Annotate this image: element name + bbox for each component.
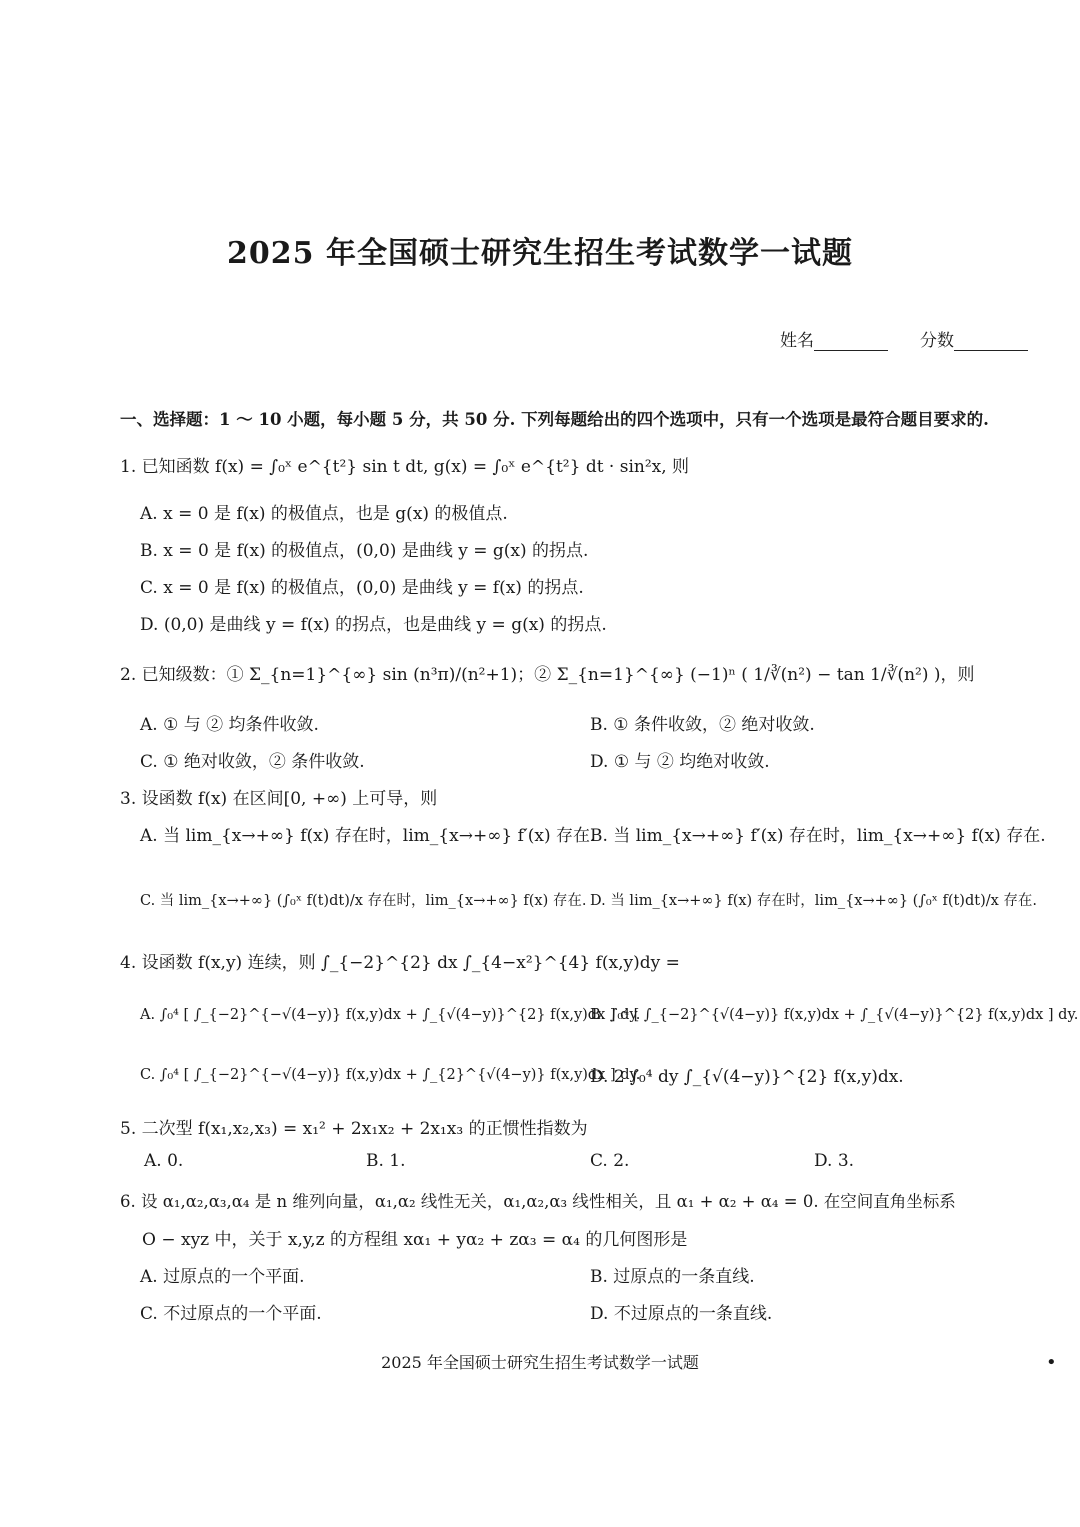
question-5-option-b[interactable]: B. 1. xyxy=(366,1151,406,1171)
score-blank[interactable] xyxy=(954,334,1028,351)
question-3-option-b[interactable]: B. 当 lim_{x→+∞} f′(x) 存在时，lim_{x→+∞} f(x) 存在. xyxy=(590,826,1046,846)
question-3-option-a[interactable]: A. 当 lim_{x→+∞} f(x) 存在时，lim_{x→+∞} f′(x) 存在. xyxy=(140,826,596,846)
score-field[interactable] xyxy=(920,326,1028,351)
page-footer: 2025 年全国硕士研究生招生考试数学一试题 xyxy=(381,1353,699,1372)
question-4-stem: 4. 设函数 f(x,y) 连续，则 ∫_{−2}^{2} dx ∫_{4−x²}^{4} f(x,y)dy = xyxy=(120,953,680,973)
question-6-stem: 6. 设 α₁,α₂,α₃,α₄ 是 n 维列向量，α₁,α₂ 线性无关，α₁,α₂,α₃ 线性相关，且 α₁ + α₂ + α₄ = 0. 在空间直角坐标系 xyxy=(120,1192,956,1211)
question-1-option-b[interactable]: B. x = 0 是 f(x) 的极值点，(0,0) 是曲线 y = g(x) 的拐点. xyxy=(140,541,589,561)
question-2-option-a[interactable]: A. ① 与 ② 均条件收敛. xyxy=(140,715,319,735)
page-title: 2025 年全国硕士研究生招生考试数学一试题 xyxy=(227,236,853,271)
question-4-option-c[interactable]: C. ∫₀⁴ [ ∫_{−2}^{−√(4−y)} f(x,y)dx + ∫_{2}^{√(4−y)} f(x,y)dx ] dy. xyxy=(140,1067,641,1083)
question-2-option-b[interactable]: B. ① 条件收敛，② 绝对收敛. xyxy=(590,715,815,735)
question-3-stem: 3. 设函数 f(x) 在区间[0, +∞) 上可导，则 xyxy=(120,789,438,809)
question-3-option-c[interactable]: C. 当 lim_{x→+∞} (∫₀ˣ f(t)dt)/x 存在时，lim_{x→+∞} f(x) 存在. xyxy=(140,893,587,909)
section-heading: 一、选择题：1 ～ 10 小题，每小题 5 分，共 50 分. 下列每题给出的四个选项中，只有一个选项是最符合题目要求的. xyxy=(120,410,989,429)
question-1-stem: 1. 已知函数 f(x) = ∫₀ˣ e^{t²} sin t dt, g(x) = ∫₀ˣ e^{t²} dt · sin²x, 则 xyxy=(120,457,690,477)
question-6-option-c[interactable]: C. 不过原点的一个平面. xyxy=(140,1304,322,1324)
question-4-option-b[interactable]: B. ∫₀⁴ [ ∫_{−2}^{√(4−y)} f(x,y)dx + ∫_{√(4−y)}^{2} f(x,y)dx ] dy. xyxy=(590,1007,1079,1023)
question-1-option-a[interactable]: A. x = 0 是 f(x) 的极值点，也是 g(x) 的极值点. xyxy=(140,504,508,524)
name-blank[interactable] xyxy=(814,334,888,351)
question-1-option-c[interactable]: C. x = 0 是 f(x) 的极值点，(0,0) 是曲线 y = f(x) 的拐点. xyxy=(140,578,584,598)
question-6-option-a[interactable]: A. 过原点的一个平面. xyxy=(140,1267,305,1287)
question-2-option-c[interactable]: C. ① 绝对收敛，② 条件收敛. xyxy=(140,752,365,772)
question-5-option-c[interactable]: C. 2. xyxy=(590,1151,630,1171)
question-6-stem-line2: O − xyz 中，关于 x,y,z 的方程组 xα₁ + yα₂ + zα₃ = α₄ 的几何图形是 xyxy=(142,1230,688,1250)
question-2-option-d[interactable]: D. ① 与 ② 均绝对收敛. xyxy=(590,752,770,772)
question-5-stem: 5. 二次型 f(x₁,x₂,x₃) = x₁² + 2x₁x₂ + 2x₁x₃ 的正惯性指数为 xyxy=(120,1119,588,1139)
question-1-option-d[interactable]: D. (0,0) 是曲线 y = f(x) 的拐点，也是曲线 y = g(x) 的拐点. xyxy=(140,615,607,635)
question-4-option-d[interactable]: D. 2 ∫₀⁴ dy ∫_{√(4−y)}^{2} f(x,y)dx. xyxy=(590,1067,904,1087)
score-label: 分数 xyxy=(920,331,954,351)
scan-mark: • xyxy=(1046,1352,1057,1373)
question-2-stem: 2. 已知级数：① Σ_{n=1}^{∞} sin (n³π)/(n²+1)；② Σ_{n=1}^{∞} (−1)ⁿ ( 1/∛(n²) − tan 1/∛(n²) )，则 xyxy=(120,665,975,685)
question-5-option-a[interactable]: A. 0. xyxy=(144,1151,184,1171)
question-4-option-a[interactable]: A. ∫₀⁴ [ ∫_{−2}^{−√(4−y)} f(x,y)dx + ∫_{√(4−y)}^{2} f(x,y)dx ] dy. xyxy=(140,1007,641,1023)
question-3-option-d[interactable]: D. 当 lim_{x→+∞} f(x) 存在时，lim_{x→+∞} (∫₀ˣ f(t)dt)/x 存在. xyxy=(590,893,1038,909)
question-6-option-d[interactable]: D. 不过原点的一条直线. xyxy=(590,1304,773,1324)
name-label: 姓名 xyxy=(780,331,814,351)
name-field[interactable] xyxy=(780,326,888,351)
question-6-option-b[interactable]: B. 过原点的一条直线. xyxy=(590,1267,755,1287)
question-5-option-d[interactable]: D. 3. xyxy=(814,1151,855,1171)
